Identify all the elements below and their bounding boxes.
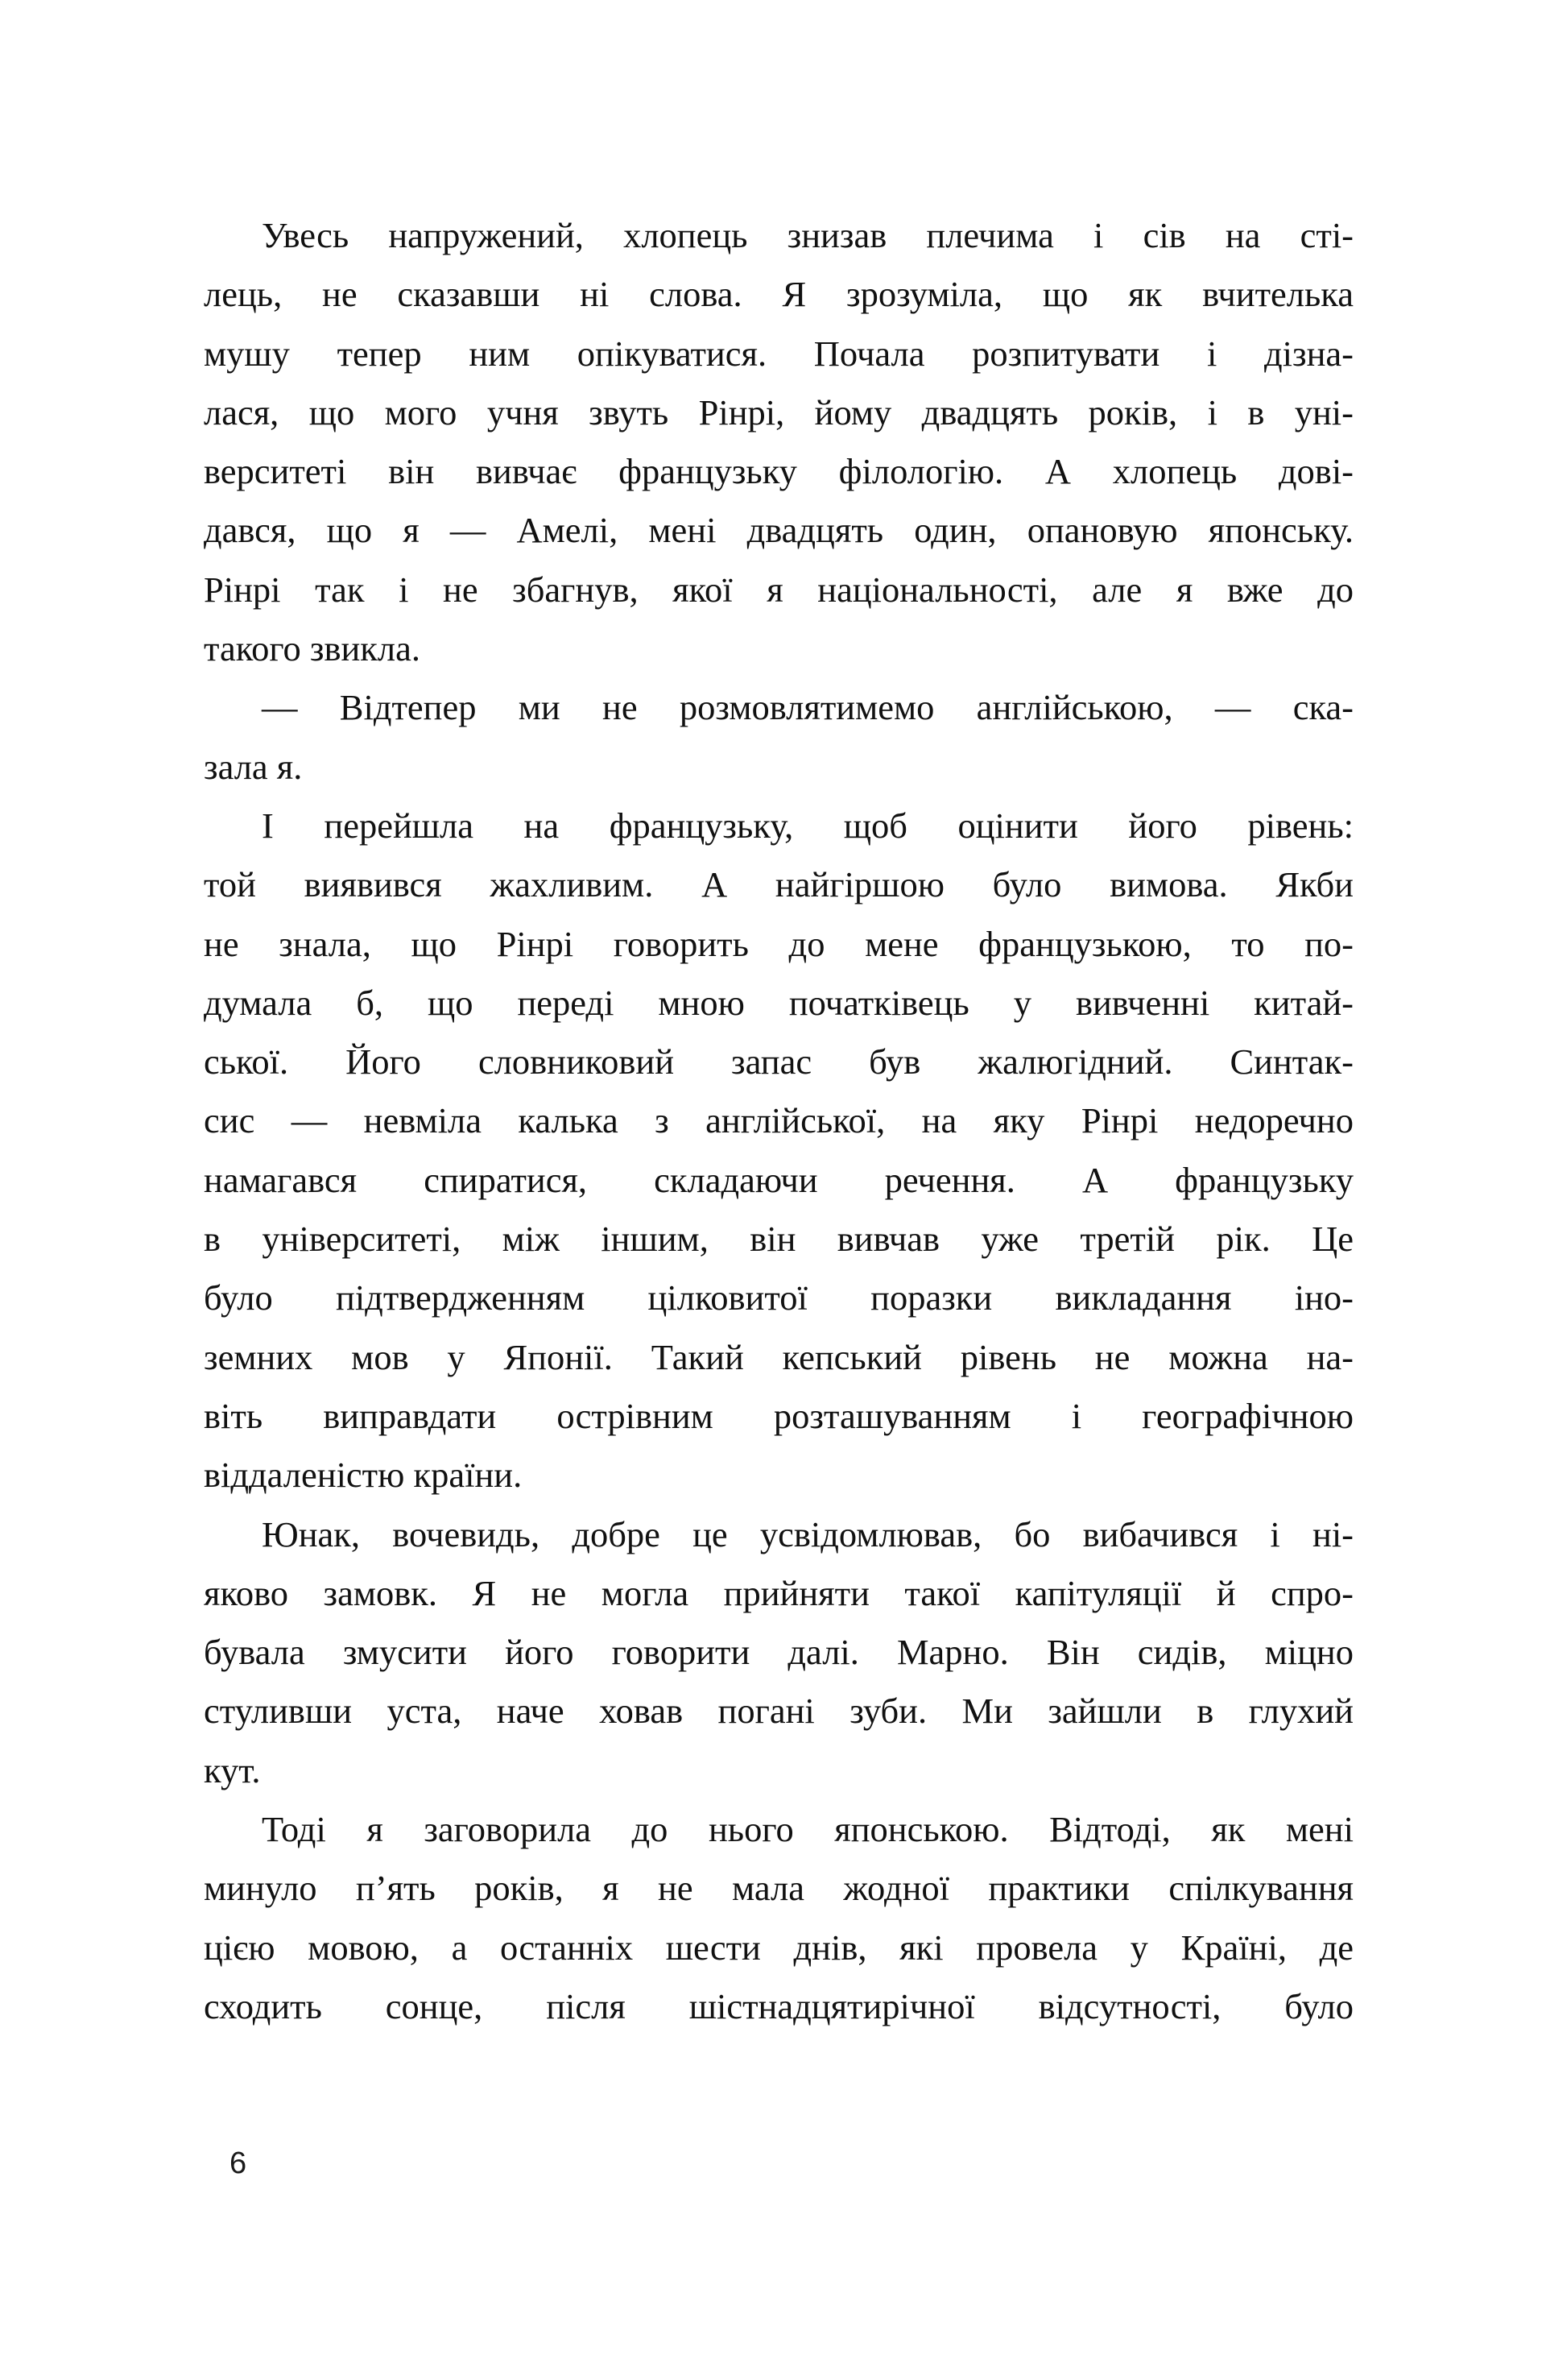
text-line: Увесь напружений, хлопець знизав плечима і сів на сті-: [262, 215, 1354, 255]
text-line: земних мов у Японії. Такий кепський рівень не можна на-: [204, 1336, 1354, 1377]
text-line: думала б, що переді мною початківець у вивченні китай-: [204, 982, 1354, 1023]
text-line: яково замовк. Я не могла прийняти такої капітуляції й спро-: [204, 1572, 1354, 1613]
text-line: стуливши уста, наче ховав погані зуби. Ми зайшли в глухий: [204, 1691, 1354, 1732]
text-line: намагався спиратися, складаючи речення. А французьку: [204, 1159, 1354, 1200]
text-line: — Відтепер ми не розмовлятимемо англійською, — ска-: [262, 687, 1354, 728]
paragraph: [204, 797, 1354, 1505]
text-line: в університеті, між іншим, він вивчав уже третій рік. Це: [204, 1219, 1354, 1260]
text-line: верситеті він вивчає французьку філологію. А хлопець дові-: [204, 451, 1354, 492]
text-line: сходить сонце, після шістнадцятирічної відсутності, було: [204, 1985, 1354, 2026]
text-line: віть виправдати острівним розташуванням і географічною: [204, 1395, 1354, 1436]
text-line: Тоді я заговорила до нього японською. Відтоді, як мені: [262, 1809, 1354, 1850]
text-line: І перейшла на французьку, щоб оцінити його рівень:: [262, 805, 1354, 846]
text-line: лася, що мого учня звуть Рінрі, йому двадцять років, і в уні-: [204, 391, 1354, 433]
text-line: ської. Його словниковий запас був жалюгідний. Синтак-: [204, 1041, 1354, 1082]
text-line: Юнак, вочевидь, добре це усвідомлював, бо вибачився і ні-: [262, 1513, 1354, 1554]
paragraph: [204, 1800, 1354, 2036]
text-line: той виявився жахливим. А найгіршою було вимова. Якби: [204, 864, 1354, 905]
text-line: цією мовою, а останніх шести днів, які провела у Країні, де: [204, 1927, 1354, 1968]
text-line: мушу тепер ним опікуватися. Почала розпитувати і дізна-: [204, 333, 1354, 374]
text-line: минуло п’ять років, я не мала жодної практики спілкування: [204, 1868, 1354, 1909]
paragraph: [204, 206, 1354, 678]
text-line: було підтвердженням цілковитої поразки викладання іно-: [204, 1277, 1354, 1318]
paragraph: [204, 1505, 1354, 1800]
text-line: зала я.: [204, 746, 303, 787]
text-line: сис — невміла калька з англійської, на яку Рінрі недоречно: [204, 1100, 1354, 1141]
text-line: такого звикла.: [204, 628, 420, 669]
text-line: Рінрі так і не збагнув, якої я національності, але я вже до: [204, 569, 1354, 610]
text-line: дався, що я — Амелі, мені двадцять один, опановую японську.: [204, 510, 1354, 551]
text-line: віддаленістю країни.: [204, 1455, 523, 1496]
text-line: кут.: [204, 1749, 261, 1790]
body-text-column: [204, 206, 1354, 2036]
text-line: не знала, що Рінрі говорить до мене французькою, то по-: [204, 923, 1354, 964]
page-number: 6: [229, 2146, 247, 2180]
text-line: лець, не сказавши ні слова. Я зрозуміла, що як вчителька: [204, 274, 1354, 315]
paragraph: [204, 678, 1354, 797]
text-line: бувала змусити його говорити далі. Марно. Він сидів, міцно: [204, 1632, 1354, 1673]
